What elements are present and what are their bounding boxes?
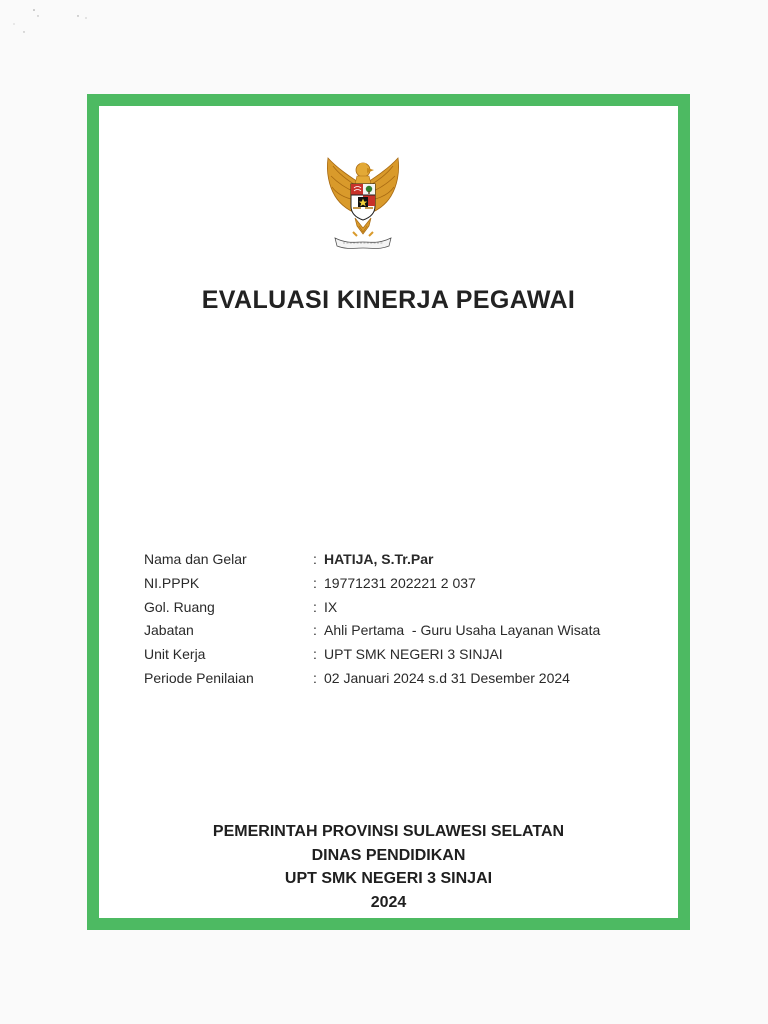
info-label: NI.PPPK <box>144 574 200 591</box>
info-colon: : <box>313 622 317 639</box>
info-value: HATIJA, S.Tr.Par <box>324 551 434 567</box>
info-label: Periode Penilaian <box>144 669 254 686</box>
info-label: Nama dan Gelar <box>144 551 247 567</box>
info-colon: : <box>313 574 317 591</box>
info-colon: : <box>313 646 317 663</box>
info-label: Gol. Ruang <box>144 598 215 615</box>
issuer-block <box>99 820 678 914</box>
info-value: UPT SMK NEGERI 3 SINJAI <box>324 646 503 663</box>
info-label: Unit Kerja <box>144 646 206 663</box>
info-value: IX <box>324 598 338 615</box>
document-title: EVALUASI KINERJA PEGAWAI <box>201 286 576 314</box>
scan-specks <box>8 6 98 36</box>
info-value: 02 Januari 2024 s.d 31 Desember 2024 <box>324 669 570 686</box>
info-colon: : <box>313 598 317 615</box>
info-colon: : <box>313 551 317 567</box>
info-colon: : <box>313 669 317 686</box>
info-label: Jabatan <box>144 622 194 639</box>
issuer-school: UPT SMK NEGERI 3 SINJAI <box>284 870 493 887</box>
garuda-emblem-icon <box>323 154 403 258</box>
green-border-frame <box>87 94 690 930</box>
issuer-year: 2024 <box>370 893 407 911</box>
info-value: Ahli Pertama - Guru Usaha Layanan Wisata <box>324 622 601 639</box>
issuer-government: PEMERINTAH PROVINSI SULAWESI SELATAN <box>212 823 565 840</box>
issuer-department: DINAS PENDIDIKAN <box>311 846 466 864</box>
info-value: 19771231 202221 2 037 <box>324 574 476 591</box>
